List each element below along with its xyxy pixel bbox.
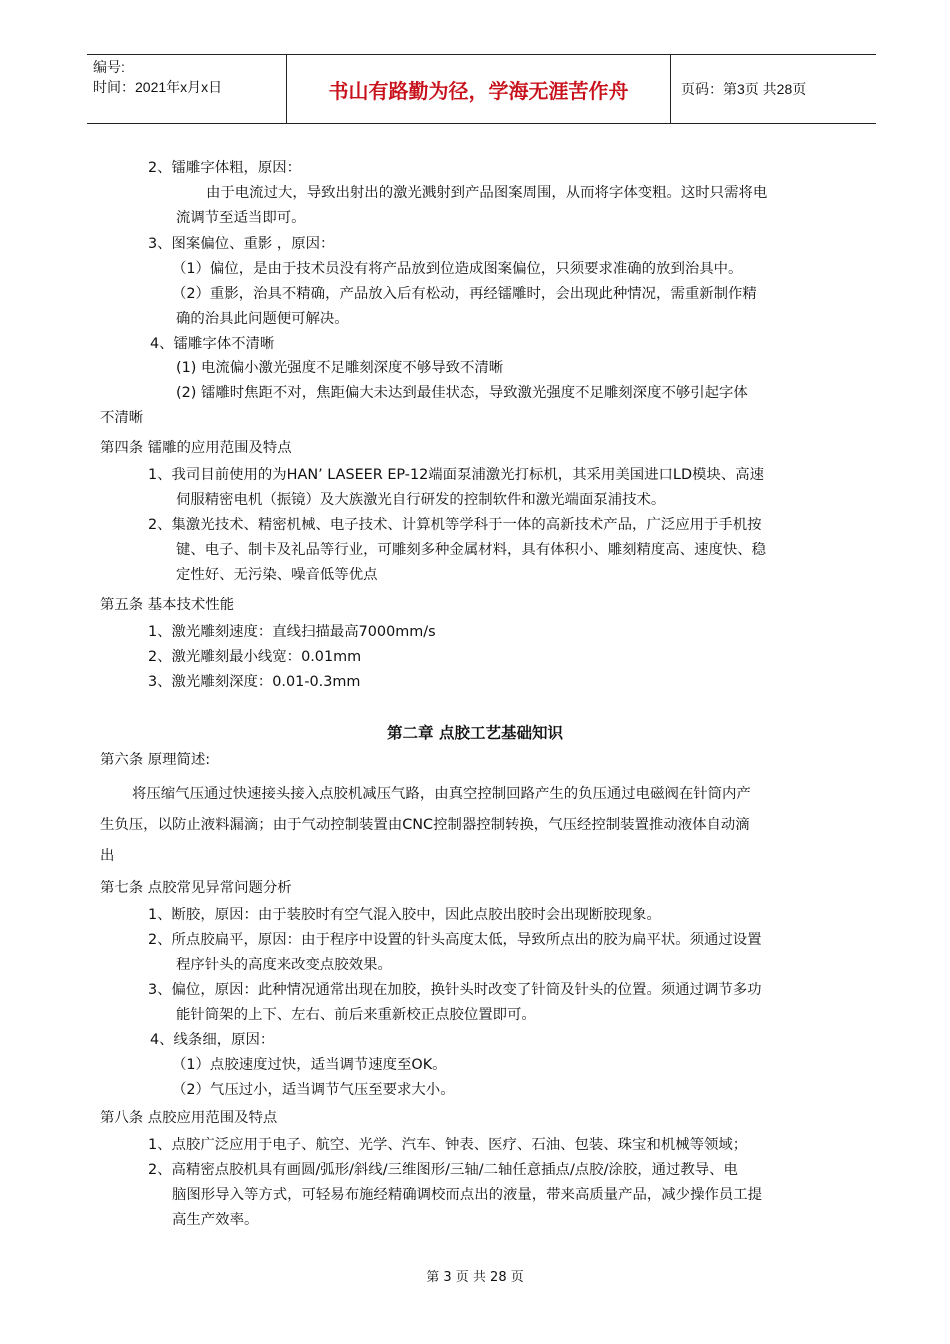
header-number-label: 编号: [93,59,125,75]
body-line: 2、激光雕刻最小线宽：0.01mm [148,649,362,665]
body-line: 脑图形导入等方式，可轻易布施经精确调校而点出的液量，带来高质量产品，减少操作员工提 [172,1187,763,1203]
body-line: （2）重影，治具不精确，产品放入后有松动，再经镭雕时，会出现此种情况，需重新制作精 [172,286,757,302]
body-line: 出 [100,848,115,864]
body-line: 2、集激光技术、精密机械、电子技术、计算机等学科于一体的高新技术产品，广泛应用于手机按 [148,517,762,533]
header-page-label: 页码：第3页 共28页 [681,81,807,97]
section-heading: 第五条 基本技术性能 [100,597,235,613]
body-line: 确的治具此问题便可解决。 [176,311,349,327]
header-date-label: 时间：2021年x月x日 [93,79,223,95]
body-line: 2、镭雕字体粗，原因： [148,160,302,176]
body-line: 能针筒架的上下、左右、前后来重新校正点胶位置即可。 [176,1007,536,1023]
chapter-title: 第二章 点胶工艺基础知识 [387,724,563,742]
body-line: 4、镭雕字体不清晰 [150,336,275,352]
body-line: 流调节至适当即可。 [176,210,306,226]
body-line: 2、所点胶扁平，原因：由于程序中设置的针头高度太低，导致所点出的胶为扁平状。须通过设置 [148,932,762,948]
section-heading: 第八条 点胶应用范围及特点 [100,1110,278,1126]
body-line: (1) 电流偏小激光强度不足雕刻深度不够导致不清晰 [176,360,504,376]
page-header [87,54,876,124]
body-line: 1、激光雕刻速度：直线扫描最高7000mm/s [148,624,436,640]
body-line: 3、图案偏位、重影 ，原因： [148,236,335,252]
body-line: 3、偏位，原因：此种情况通常出现在加胶，换针头时改变了针筒及针头的位置。须通过调节多功 [148,982,762,998]
body-line: 1、点胶广泛应用于电子、航空、光学、汽车、钟表、医疗、石油、包装、珠宝和机械等领域； [148,1137,748,1153]
body-line: 将压缩气压通过快速接头接入点胶机减压气路，由真空控制回路产生的负压通过电磁阀在针筒内产 [132,786,751,802]
body-line: 1、断胶，原因：由于装胶时有空气混入胶中，因此点胶出胶时会出现断胶现象。 [148,907,661,923]
body-line: 不清晰 [100,410,144,426]
body-line: （1）偏位，是由于技术员没有将产品放到位造成图案偏位，只须要求准确的放到治具中。 [172,261,743,277]
body-line: (2) 镭雕时焦距不对，焦距偏大未达到最佳状态，导致激光强度不足雕刻深度不够引起字体 [176,385,748,401]
header-info [87,55,287,123]
body-line: 生负压，以防止液料漏滴；由于气动控制装置由CNC控制器控制转换，气压经控制装置推动液体自动滴 [100,817,750,833]
body-line: 程序针头的高度来改变点胶效果。 [176,957,392,973]
body-line: 3、激光雕刻深度：0.01-0.3mm [148,674,361,690]
page-footer: 第 3 页 共 28 页 [426,1270,524,1285]
body-line: 由于电流过大，导致出射出的激光溅射到产品图案周围，从而将字体变粗。这时只需将电 [206,185,768,201]
body-line: 定性好、无污染、噪音低等优点 [176,567,378,583]
section-heading: 第四条 镭雕的应用范围及特点 [100,440,292,456]
body-line: 1、我司目前使用的为HAN’ LASEER EP-12端面泵浦激光打标机，其采用美国进口LD模块、高速 [148,467,764,483]
header-motto: 书山有路勤为径，学海无涯苦作舟 [287,55,671,123]
body-line: 键、电子、制卡及礼品等行业，可雕刻多种金属材料，具有体积小、雕刻精度高、速度快、稳 [176,542,767,558]
body-line: 4、线条细，原因： [150,1032,275,1048]
body-line: （1）点胶速度过快，适当调节速度至OK。 [172,1057,447,1073]
body-line: 2、高精密点胶机具有画圆/弧形/斜线/三维图形/三轴/二轴任意插点/点胶/涂胶，通过教导、电 [148,1162,738,1178]
body-line: 伺服精密电机（振镜）及大族激光自行研发的控制软件和激光端面泵浦技术。 [176,492,666,508]
section-heading: 第七条 点胶常见异常问题分析 [100,880,292,896]
body-line: （2）气压过小，适当调节气压至要求大小。 [172,1082,455,1098]
section-heading: 第六条 原理简述: [100,752,211,768]
body-line: 高生产效率。 [172,1212,259,1228]
